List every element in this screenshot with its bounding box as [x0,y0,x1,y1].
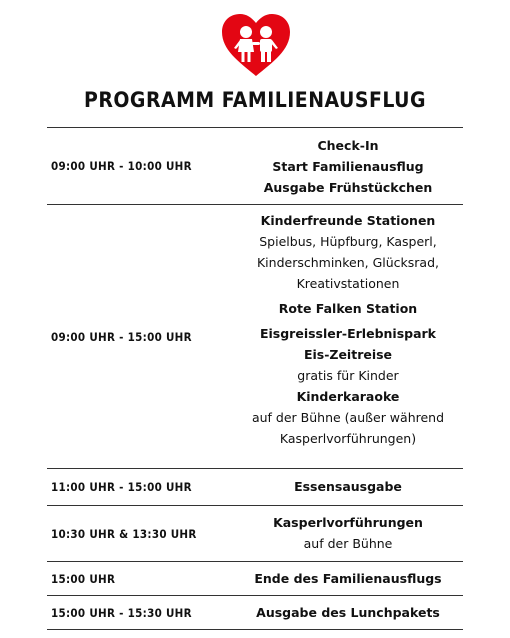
table-row [47,561,463,595]
program-table [47,127,463,630]
row-heading: Rote Falken Station [278,301,418,316]
table-row [47,505,463,561]
row-line: Check-In [317,138,379,153]
row-time: 09:00 UHR - 10:00 UHR [51,159,192,173]
row-line: Kinderschminken, Glücksrad, [256,255,439,270]
row-content [239,205,457,449]
row-line: auf der Bühne [303,536,393,551]
row-line: gratis für Kinder [297,368,399,383]
row-time: 09:00 UHR - 15:00 UHR [51,329,192,344]
row-content [239,562,457,589]
row-heading: Essensausgabe [294,479,402,494]
row-line: Kasperlvorführungen) [279,431,417,446]
row-heading: Kinderkaraoke [296,389,400,404]
row-heading: Eis-Zeitreise [303,347,393,362]
heart-with-children-icon [219,12,293,78]
row-line: Start Familienausflug [272,159,424,174]
row-heading: Eisgreissler-Erlebnispark [259,326,437,341]
row-content [239,128,457,198]
row-line: Kreativstationen [296,276,400,291]
table-row [47,127,463,204]
row-heading: Kasperlvorführungen [273,515,423,530]
row-time: 15:00 UHR - 15:30 UHR [51,605,192,620]
row-time: 10:30 UHR & 13:30 UHR [51,526,197,541]
row-heading: Ende des Familienausflugs [254,571,442,586]
table-row [47,468,463,505]
row-line: Spielbus, Hüpfburg, Kasperl, [259,234,437,249]
row-content [239,506,457,554]
row-content [239,596,457,623]
table-row [47,204,463,468]
row-time: 11:00 UHR - 15:00 UHR [51,480,192,494]
row-line: Ausgabe Frühstückchen [263,180,433,195]
row-heading: Ausgabe des Lunchpakets [256,605,440,620]
row-time: 15:00 UHR [51,571,116,586]
row-heading: Kinderfreunde Stationen [260,213,436,228]
table-row [47,595,463,630]
page-title: PROGRAMM FAMILIENAUSFLUG [83,88,426,112]
row-line: auf der Bühne (außer während [251,410,445,425]
row-content [239,469,457,497]
